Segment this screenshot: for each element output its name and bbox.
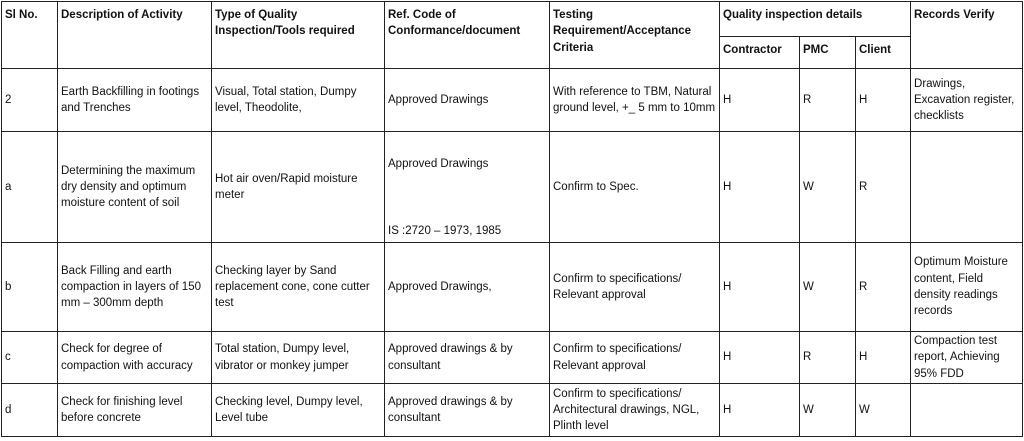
quality-inspection-table bbox=[1, 1, 1023, 437]
cell-pmc: W bbox=[800, 132, 856, 243]
table-row bbox=[2, 69, 1023, 132]
cell-testing: Confirm to specifications/ Relevant approval bbox=[550, 243, 720, 332]
cell-description: Check for degree of compaction with accuracy bbox=[58, 332, 212, 384]
cell-ref: Approved Drawings bbox=[385, 69, 550, 132]
cell-testing: With reference to TBM, Natural ground level, +_ 5 mm to 10mm bbox=[550, 69, 720, 132]
cell-pmc: R bbox=[800, 332, 856, 384]
cell-sl: 2 bbox=[2, 69, 58, 132]
cell-client: H bbox=[856, 69, 911, 132]
cell-description: Determining the maximum dry density and optimum moisture content of soil bbox=[58, 132, 212, 243]
cell-contractor: H bbox=[720, 384, 800, 437]
ref-standard: IS :2720 – 1973, 1985 bbox=[388, 224, 502, 237]
header-client: Client bbox=[856, 37, 911, 69]
table-row bbox=[2, 132, 1023, 243]
cell-description: Back Filling and earth compaction in layers of 150 mm – 300mm depth bbox=[58, 243, 212, 332]
cell-ref: Approved drawings & by consultant bbox=[385, 384, 550, 437]
cell-client: R bbox=[856, 132, 911, 243]
cell-records: Drawings, Excavation register, checklists bbox=[911, 69, 1023, 132]
cell-client: H bbox=[856, 332, 911, 384]
cell-sl: b bbox=[2, 243, 58, 332]
table-row bbox=[2, 332, 1023, 384]
header-records: Records Verify bbox=[911, 2, 1023, 69]
cell-ref bbox=[385, 132, 550, 243]
header-testing: Testing Requirement/Acceptance Criteria bbox=[550, 2, 720, 69]
header-ref: Ref. Code of Conformance/document bbox=[385, 2, 550, 69]
cell-records bbox=[911, 132, 1023, 243]
cell-description: Earth Backfilling in footings and Trenches bbox=[58, 69, 212, 132]
cell-ref: Approved drawings & by consultant bbox=[385, 332, 550, 384]
cell-records: Compaction test report, Achieving 95% FDD bbox=[911, 332, 1023, 384]
cell-testing: Confirm to Spec. bbox=[550, 132, 720, 243]
cell-contractor: H bbox=[720, 132, 800, 243]
cell-contractor: H bbox=[720, 69, 800, 132]
cell-type: Checking level, Dumpy level, Level tube bbox=[212, 384, 385, 437]
cell-pmc: R bbox=[800, 69, 856, 132]
cell-description: Check for finishing level before concrete bbox=[58, 384, 212, 437]
header-contractor: Contractor bbox=[720, 37, 800, 69]
table-row bbox=[2, 243, 1023, 332]
cell-testing: Confirm to specifications/ Architectural drawings, NGL, Plinth level bbox=[550, 384, 720, 437]
cell-ref: Approved Drawings, bbox=[385, 243, 550, 332]
cell-type: Visual, Total station, Dumpy level, Theodolite, bbox=[212, 69, 385, 132]
ref-document: Approved Drawings bbox=[388, 158, 489, 170]
cell-records: Optimum Moisture content, Field density readings records bbox=[911, 243, 1023, 332]
cell-client: W bbox=[856, 384, 911, 437]
cell-sl: d bbox=[2, 384, 58, 437]
cell-pmc: W bbox=[800, 384, 856, 437]
table-row bbox=[2, 384, 1023, 437]
cell-sl: a bbox=[2, 132, 58, 243]
cell-type: Total station, Dumpy level, vibrator or monkey jumper bbox=[212, 332, 385, 384]
cell-records bbox=[911, 384, 1023, 437]
cell-contractor: H bbox=[720, 332, 800, 384]
header-description: Description of Activity bbox=[58, 2, 212, 69]
cell-type: Checking layer by Sand replacement cone, cone cutter test bbox=[212, 243, 385, 332]
cell-pmc: W bbox=[800, 243, 856, 332]
cell-type: Hot air oven/Rapid moisture meter bbox=[212, 132, 385, 243]
cell-client: R bbox=[856, 243, 911, 332]
header-pmc: PMC bbox=[800, 37, 856, 69]
cell-contractor: H bbox=[720, 243, 800, 332]
cell-sl: c bbox=[2, 332, 58, 384]
header-quality-inspection: Quality inspection details bbox=[720, 2, 911, 37]
header-type: Type of Quality Inspection/Tools required bbox=[212, 2, 385, 69]
header-sl-no: Sl No. bbox=[2, 2, 58, 69]
cell-testing: Confirm to specifications/ Relevant approval bbox=[550, 332, 720, 384]
